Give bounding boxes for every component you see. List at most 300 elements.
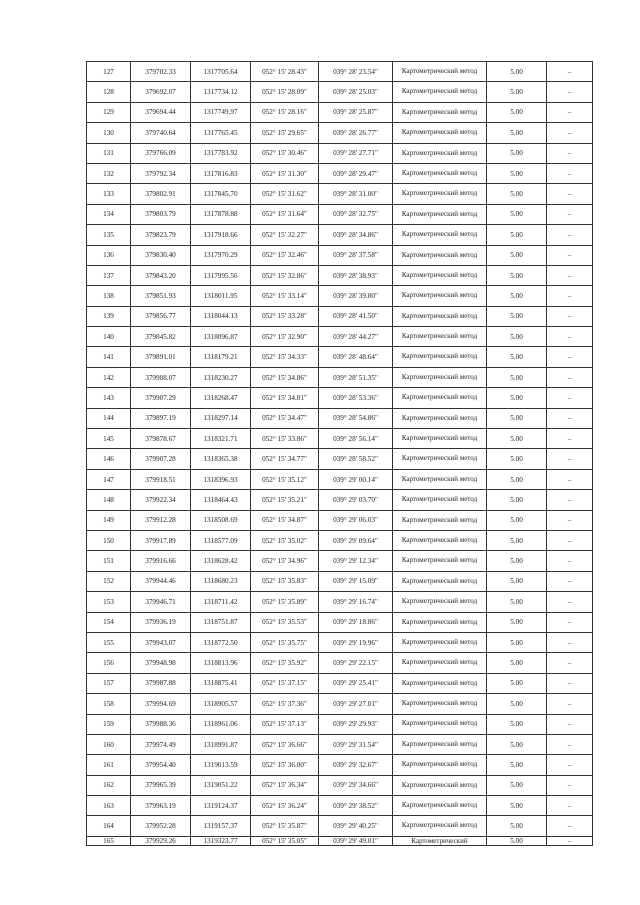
accuracy-cell: 5.00 <box>487 388 547 408</box>
table-row <box>87 225 593 245</box>
latitude-cell: 052° 15' 34.96" <box>251 551 319 571</box>
latitude-cell: 052° 15' 34.47" <box>251 408 319 428</box>
table-row <box>87 714 593 734</box>
method-cell: Картометрический <box>393 836 487 845</box>
accuracy-cell: 5.00 <box>487 449 547 469</box>
y-coordinate-cell: 1318268.47 <box>191 388 251 408</box>
longitude-cell: 039° 29' 34.66" <box>319 775 393 795</box>
note-cell: – <box>547 796 593 816</box>
x-coordinate-cell: 379946.71 <box>131 592 191 612</box>
table-row <box>87 367 593 387</box>
x-coordinate-cell: 379803.79 <box>131 204 191 224</box>
note-cell: – <box>547 592 593 612</box>
y-coordinate-cell: 1318875.41 <box>191 673 251 693</box>
longitude-cell: 039° 28' 58.52" <box>319 449 393 469</box>
accuracy-cell: 5.00 <box>487 571 547 591</box>
y-coordinate-cell: 1318961.06 <box>191 714 251 734</box>
x-coordinate-cell: 379897.19 <box>131 408 191 428</box>
accuracy-cell: 5.00 <box>487 367 547 387</box>
accuracy-cell: 5.00 <box>487 714 547 734</box>
latitude-cell: 052° 15' 31.30" <box>251 163 319 183</box>
y-coordinate-cell: 1318991.87 <box>191 734 251 754</box>
method-cell: Картометрический метод <box>393 816 487 836</box>
y-coordinate-cell: 1318396.93 <box>191 469 251 489</box>
x-coordinate-cell: 379702.33 <box>131 62 191 82</box>
method-cell: Картометрический метод <box>393 796 487 816</box>
latitude-cell: 052° 15' 37.36" <box>251 694 319 714</box>
note-cell: – <box>547 429 593 449</box>
table-row <box>87 184 593 204</box>
note-cell: – <box>547 551 593 571</box>
longitude-cell: 039° 28' 26.77" <box>319 123 393 143</box>
latitude-cell: 052° 15' 35.83" <box>251 571 319 591</box>
note-cell: – <box>547 225 593 245</box>
latitude-cell: 052° 15' 34.77" <box>251 449 319 469</box>
x-coordinate-cell: 379908.07 <box>131 367 191 387</box>
accuracy-cell: 5.00 <box>487 490 547 510</box>
method-cell: Картометрический метод <box>393 632 487 652</box>
latitude-cell: 052° 15' 33.86" <box>251 429 319 449</box>
accuracy-cell: 5.00 <box>487 327 547 347</box>
note-cell: – <box>547 714 593 734</box>
x-coordinate-cell: 379878.67 <box>131 429 191 449</box>
table-row <box>87 429 593 449</box>
note-cell: – <box>547 347 593 367</box>
y-coordinate-cell: 1318011.95 <box>191 286 251 306</box>
method-cell: Картометрический метод <box>393 143 487 163</box>
y-coordinate-cell: 1318628.42 <box>191 551 251 571</box>
accuracy-cell: 5.00 <box>487 694 547 714</box>
table-row <box>87 245 593 265</box>
note-cell: – <box>547 408 593 428</box>
y-coordinate-cell: 1317765.45 <box>191 123 251 143</box>
note-cell: – <box>547 653 593 673</box>
x-coordinate-cell: 379987.88 <box>131 673 191 693</box>
x-coordinate-cell: 379994.69 <box>131 694 191 714</box>
note-cell: – <box>547 123 593 143</box>
accuracy-cell: 5.00 <box>487 306 547 326</box>
table-row <box>87 306 593 326</box>
method-cell: Картометрический метод <box>393 367 487 387</box>
note-cell: – <box>547 265 593 285</box>
longitude-cell: 039° 28' 54.86" <box>319 408 393 428</box>
point-number-cell: 131 <box>87 143 131 163</box>
x-coordinate-cell: 379952.28 <box>131 816 191 836</box>
y-coordinate-cell: 1319157.37 <box>191 816 251 836</box>
latitude-cell: 052° 15' 34.86" <box>251 367 319 387</box>
method-cell: Картометрический метод <box>393 592 487 612</box>
method-cell: Картометрический метод <box>393 490 487 510</box>
accuracy-cell: 5.00 <box>487 82 547 102</box>
latitude-cell: 052° 15' 35.12" <box>251 469 319 489</box>
latitude-cell: 052° 15' 32.90" <box>251 327 319 347</box>
table-row <box>87 551 593 571</box>
point-number-cell: 148 <box>87 490 131 510</box>
accuracy-cell: 5.00 <box>487 836 547 845</box>
longitude-cell: 039° 28' 39.80" <box>319 286 393 306</box>
method-cell: Картометрический метод <box>393 449 487 469</box>
y-coordinate-cell: 1318680.23 <box>191 571 251 591</box>
x-coordinate-cell: 379907.28 <box>131 449 191 469</box>
point-number-cell: 165 <box>87 836 131 845</box>
coordinates-table <box>86 61 593 846</box>
latitude-cell: 052° 15' 37.13" <box>251 714 319 734</box>
longitude-cell: 039° 28' 53.36" <box>319 388 393 408</box>
latitude-cell: 052° 15' 29.65" <box>251 123 319 143</box>
x-coordinate-cell: 379916.66 <box>131 551 191 571</box>
accuracy-cell: 5.00 <box>487 123 547 143</box>
accuracy-cell: 5.00 <box>487 265 547 285</box>
longitude-cell: 039° 29' 29.93" <box>319 714 393 734</box>
accuracy-cell: 5.00 <box>487 204 547 224</box>
latitude-cell: 052° 15' 36.00" <box>251 755 319 775</box>
point-number-cell: 162 <box>87 775 131 795</box>
longitude-cell: 039° 29' 18.86" <box>319 612 393 632</box>
note-cell: – <box>547 734 593 754</box>
point-number-cell: 135 <box>87 225 131 245</box>
accuracy-cell: 5.00 <box>487 163 547 183</box>
accuracy-cell: 5.00 <box>487 469 547 489</box>
y-coordinate-cell: 1319124.37 <box>191 796 251 816</box>
table-row <box>87 592 593 612</box>
x-coordinate-cell: 379963.19 <box>131 796 191 816</box>
point-number-cell: 129 <box>87 102 131 122</box>
y-coordinate-cell: 1317845.70 <box>191 184 251 204</box>
y-coordinate-cell: 1317705.64 <box>191 62 251 82</box>
x-coordinate-cell: 379692.07 <box>131 82 191 102</box>
note-cell: – <box>547 306 593 326</box>
method-cell: Картометрический метод <box>393 408 487 428</box>
note-cell: – <box>547 102 593 122</box>
method-cell: Картометрический метод <box>393 734 487 754</box>
note-cell: – <box>547 163 593 183</box>
note-cell: – <box>547 367 593 387</box>
longitude-cell: 039° 29' 12.34" <box>319 551 393 571</box>
longitude-cell: 039° 28' 44.27" <box>319 327 393 347</box>
method-cell: Картометрический метод <box>393 612 487 632</box>
longitude-cell: 039° 29' 40.25" <box>319 816 393 836</box>
longitude-cell: 039° 29' 49.01" <box>319 836 393 845</box>
accuracy-cell: 5.00 <box>487 653 547 673</box>
accuracy-cell: 5.00 <box>487 429 547 449</box>
y-coordinate-cell: 1318321.71 <box>191 429 251 449</box>
y-coordinate-cell: 1318044.13 <box>191 306 251 326</box>
method-cell: Картометрический метод <box>393 551 487 571</box>
longitude-cell: 039° 29' 06.03" <box>319 510 393 530</box>
accuracy-cell: 5.00 <box>487 510 547 530</box>
longitude-cell: 039° 28' 56.14" <box>319 429 393 449</box>
point-number-cell: 150 <box>87 530 131 550</box>
y-coordinate-cell: 1318508.69 <box>191 510 251 530</box>
x-coordinate-cell: 379918.51 <box>131 469 191 489</box>
latitude-cell: 052° 15' 32.46" <box>251 245 319 265</box>
table-row <box>87 816 593 836</box>
longitude-cell: 039° 28' 48.64" <box>319 347 393 367</box>
point-number-cell: 144 <box>87 408 131 428</box>
y-coordinate-cell: 1318297.14 <box>191 408 251 428</box>
method-cell: Картометрический метод <box>393 530 487 550</box>
x-coordinate-cell: 379974.49 <box>131 734 191 754</box>
x-coordinate-cell: 379851.93 <box>131 286 191 306</box>
y-coordinate-cell: 1318230.27 <box>191 367 251 387</box>
point-number-cell: 155 <box>87 632 131 652</box>
accuracy-cell: 5.00 <box>487 734 547 754</box>
table-row <box>87 286 593 306</box>
y-coordinate-cell: 1317995.56 <box>191 265 251 285</box>
note-cell: – <box>547 530 593 550</box>
y-coordinate-cell: 1318464.43 <box>191 490 251 510</box>
y-coordinate-cell: 1318711.42 <box>191 592 251 612</box>
point-number-cell: 139 <box>87 306 131 326</box>
accuracy-cell: 5.00 <box>487 408 547 428</box>
latitude-cell: 052° 15' 35.92" <box>251 653 319 673</box>
longitude-cell: 039° 29' 03.70" <box>319 490 393 510</box>
longitude-cell: 039° 28' 38.93" <box>319 265 393 285</box>
table-row <box>87 143 593 163</box>
latitude-cell: 052° 15' 34.33" <box>251 347 319 367</box>
y-coordinate-cell: 1317918.66 <box>191 225 251 245</box>
point-number-cell: 149 <box>87 510 131 530</box>
note-cell: – <box>547 510 593 530</box>
y-coordinate-cell: 1319051.22 <box>191 775 251 795</box>
table-row <box>87 265 593 285</box>
accuracy-cell: 5.00 <box>487 796 547 816</box>
table-row <box>87 469 593 489</box>
method-cell: Картометрический метод <box>393 673 487 693</box>
latitude-cell: 052° 15' 33.28" <box>251 306 319 326</box>
table-row <box>87 204 593 224</box>
method-cell: Картометрический метод <box>393 653 487 673</box>
method-cell: Картометрический метод <box>393 163 487 183</box>
longitude-cell: 039° 29' 15.09" <box>319 571 393 591</box>
longitude-cell: 039° 28' 25.87" <box>319 102 393 122</box>
accuracy-cell: 5.00 <box>487 816 547 836</box>
y-coordinate-cell: 1318096.87 <box>191 327 251 347</box>
accuracy-cell: 5.00 <box>487 245 547 265</box>
x-coordinate-cell: 379944.46 <box>131 571 191 591</box>
longitude-cell: 039° 29' 32.67" <box>319 755 393 775</box>
x-coordinate-cell: 379929.26 <box>131 836 191 845</box>
longitude-cell: 039° 29' 00.14" <box>319 469 393 489</box>
latitude-cell: 052° 15' 37.15" <box>251 673 319 693</box>
x-coordinate-cell: 379740.64 <box>131 123 191 143</box>
accuracy-cell: 5.00 <box>487 632 547 652</box>
latitude-cell: 052° 15' 34.81" <box>251 388 319 408</box>
method-cell: Картометрический метод <box>393 62 487 82</box>
accuracy-cell: 5.00 <box>487 755 547 775</box>
accuracy-cell: 5.00 <box>487 143 547 163</box>
point-number-cell: 128 <box>87 82 131 102</box>
note-cell: – <box>547 469 593 489</box>
note-cell: – <box>547 694 593 714</box>
coordinates-table-body <box>87 62 593 846</box>
longitude-cell: 039° 28' 29.47" <box>319 163 393 183</box>
x-coordinate-cell: 379830.40 <box>131 245 191 265</box>
longitude-cell: 039° 29' 22.15" <box>319 653 393 673</box>
table-row <box>87 490 593 510</box>
x-coordinate-cell: 379843.20 <box>131 265 191 285</box>
x-coordinate-cell: 379922.34 <box>131 490 191 510</box>
longitude-cell: 039° 28' 41.50" <box>319 306 393 326</box>
longitude-cell: 039° 28' 51.35" <box>319 367 393 387</box>
method-cell: Картометрический метод <box>393 225 487 245</box>
latitude-cell: 052° 15' 33.14" <box>251 286 319 306</box>
method-cell: Картометрический метод <box>393 184 487 204</box>
table-row <box>87 836 593 845</box>
note-cell: – <box>547 775 593 795</box>
point-number-cell: 161 <box>87 755 131 775</box>
method-cell: Картометрический метод <box>393 265 487 285</box>
table-row <box>87 510 593 530</box>
longitude-cell: 039° 28' 25.03" <box>319 82 393 102</box>
longitude-cell: 039° 28' 27.71" <box>319 143 393 163</box>
method-cell: Картометрический метод <box>393 775 487 795</box>
table-row <box>87 102 593 122</box>
x-coordinate-cell: 379943.07 <box>131 632 191 652</box>
table-row <box>87 734 593 754</box>
latitude-cell: 052° 15' 31.64" <box>251 204 319 224</box>
latitude-cell: 052° 15' 35.05" <box>251 836 319 845</box>
note-cell: – <box>547 755 593 775</box>
note-cell: – <box>547 673 593 693</box>
point-number-cell: 145 <box>87 429 131 449</box>
method-cell: Картометрический метод <box>393 714 487 734</box>
latitude-cell: 052° 15' 35.89" <box>251 592 319 612</box>
latitude-cell: 052° 15' 36.34" <box>251 775 319 795</box>
point-number-cell: 147 <box>87 469 131 489</box>
accuracy-cell: 5.00 <box>487 612 547 632</box>
y-coordinate-cell: 1318179.21 <box>191 347 251 367</box>
accuracy-cell: 5.00 <box>487 775 547 795</box>
longitude-cell: 039° 29' 09.64" <box>319 530 393 550</box>
latitude-cell: 052° 15' 28.16" <box>251 102 319 122</box>
table-row <box>87 694 593 714</box>
y-coordinate-cell: 1318772.50 <box>191 632 251 652</box>
latitude-cell: 052° 15' 28.09" <box>251 82 319 102</box>
point-number-cell: 151 <box>87 551 131 571</box>
x-coordinate-cell: 379891.01 <box>131 347 191 367</box>
note-cell: – <box>547 836 593 845</box>
point-number-cell: 143 <box>87 388 131 408</box>
note-cell: – <box>547 245 593 265</box>
x-coordinate-cell: 379965.39 <box>131 775 191 795</box>
note-cell: – <box>547 286 593 306</box>
point-number-cell: 156 <box>87 653 131 673</box>
latitude-cell: 052° 15' 35.02" <box>251 530 319 550</box>
accuracy-cell: 5.00 <box>487 286 547 306</box>
note-cell: – <box>547 490 593 510</box>
longitude-cell: 039° 28' 37.58" <box>319 245 393 265</box>
x-coordinate-cell: 379912.28 <box>131 510 191 530</box>
table-row <box>87 123 593 143</box>
y-coordinate-cell: 1317970.29 <box>191 245 251 265</box>
x-coordinate-cell: 379802.91 <box>131 184 191 204</box>
longitude-cell: 039° 28' 31.00" <box>319 184 393 204</box>
note-cell: – <box>547 327 593 347</box>
latitude-cell: 052° 15' 30.46" <box>251 143 319 163</box>
longitude-cell: 039° 28' 34.86" <box>319 225 393 245</box>
point-number-cell: 146 <box>87 449 131 469</box>
note-cell: – <box>547 449 593 469</box>
point-number-cell: 132 <box>87 163 131 183</box>
point-number-cell: 153 <box>87 592 131 612</box>
longitude-cell: 039° 29' 16.74" <box>319 592 393 612</box>
point-number-cell: 134 <box>87 204 131 224</box>
table-row <box>87 408 593 428</box>
point-number-cell: 137 <box>87 265 131 285</box>
note-cell: – <box>547 612 593 632</box>
latitude-cell: 052° 15' 35.53" <box>251 612 319 632</box>
point-number-cell: 159 <box>87 714 131 734</box>
y-coordinate-cell: 1317734.12 <box>191 82 251 102</box>
point-number-cell: 136 <box>87 245 131 265</box>
table-row <box>87 775 593 795</box>
method-cell: Картометрический метод <box>393 123 487 143</box>
coordinates-table-page <box>86 61 592 846</box>
table-row <box>87 82 593 102</box>
table-row <box>87 673 593 693</box>
point-number-cell: 164 <box>87 816 131 836</box>
longitude-cell: 039° 28' 32.75" <box>319 204 393 224</box>
method-cell: Картометрический метод <box>393 388 487 408</box>
longitude-cell: 039° 29' 19.96" <box>319 632 393 652</box>
point-number-cell: 157 <box>87 673 131 693</box>
accuracy-cell: 5.00 <box>487 184 547 204</box>
table-row <box>87 163 593 183</box>
table-row <box>87 612 593 632</box>
point-number-cell: 142 <box>87 367 131 387</box>
table-row <box>87 755 593 775</box>
latitude-cell: 052° 15' 35.21" <box>251 490 319 510</box>
y-coordinate-cell: 1318365.38 <box>191 449 251 469</box>
longitude-cell: 039° 29' 25.41" <box>319 673 393 693</box>
x-coordinate-cell: 379907.29 <box>131 388 191 408</box>
note-cell: – <box>547 184 593 204</box>
method-cell: Картометрический метод <box>393 755 487 775</box>
point-number-cell: 133 <box>87 184 131 204</box>
y-coordinate-cell: 1318905.57 <box>191 694 251 714</box>
x-coordinate-cell: 379988.36 <box>131 714 191 734</box>
latitude-cell: 052° 15' 32.27" <box>251 225 319 245</box>
method-cell: Картометрический метод <box>393 694 487 714</box>
x-coordinate-cell: 379948.98 <box>131 653 191 673</box>
point-number-cell: 138 <box>87 286 131 306</box>
y-coordinate-cell: 1317816.83 <box>191 163 251 183</box>
point-number-cell: 158 <box>87 694 131 714</box>
point-number-cell: 140 <box>87 327 131 347</box>
point-number-cell: 141 <box>87 347 131 367</box>
latitude-cell: 052° 15' 35.75" <box>251 632 319 652</box>
note-cell: – <box>547 571 593 591</box>
latitude-cell: 052° 15' 28.43" <box>251 62 319 82</box>
latitude-cell: 052° 15' 36.24" <box>251 796 319 816</box>
method-cell: Картометрический метод <box>393 469 487 489</box>
accuracy-cell: 5.00 <box>487 673 547 693</box>
longitude-cell: 039° 28' 23.54" <box>319 62 393 82</box>
table-row <box>87 653 593 673</box>
note-cell: – <box>547 204 593 224</box>
x-coordinate-cell: 379845.82 <box>131 327 191 347</box>
y-coordinate-cell: 1317783.92 <box>191 143 251 163</box>
method-cell: Картометрический метод <box>393 429 487 449</box>
latitude-cell: 052° 15' 35.87" <box>251 816 319 836</box>
y-coordinate-cell: 1317749.97 <box>191 102 251 122</box>
x-coordinate-cell: 379856.77 <box>131 306 191 326</box>
longitude-cell: 039° 29' 38.52" <box>319 796 393 816</box>
latitude-cell: 052° 15' 31.62" <box>251 184 319 204</box>
table-row <box>87 388 593 408</box>
longitude-cell: 039° 29' 31.54" <box>319 734 393 754</box>
